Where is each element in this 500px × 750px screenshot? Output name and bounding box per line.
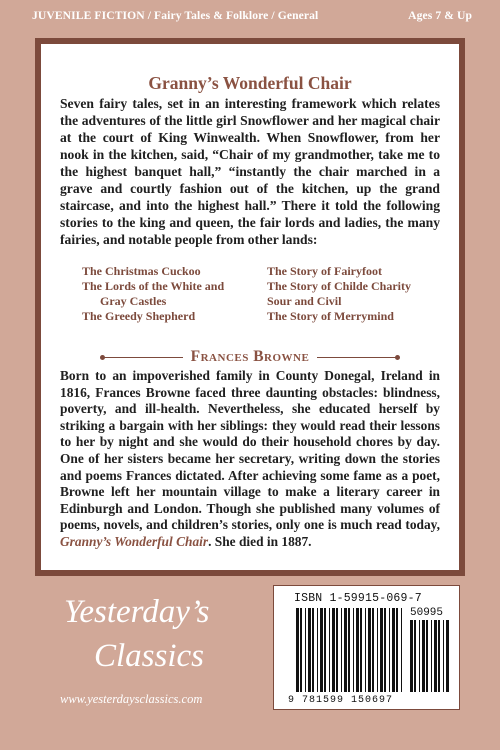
ean-bar	[396, 608, 398, 692]
book-title: Granny’s Wonderful Chair	[148, 73, 352, 93]
price-bar	[410, 620, 413, 692]
ean-bar	[389, 608, 390, 692]
price-code: 50995	[410, 607, 444, 619]
price-bar	[446, 620, 449, 692]
price-bar	[414, 620, 416, 692]
ean-bar	[380, 608, 383, 692]
author-bio-book-title: Granny’s Wonderful Chair	[60, 533, 209, 549]
ean-bar	[308, 608, 311, 692]
tale-item: The Story of Merrymind	[267, 309, 394, 323]
ean-bar	[344, 608, 347, 692]
ean-digits: 9 781599 150697	[288, 695, 394, 706]
ean-bar	[360, 608, 362, 692]
ean-bar	[348, 608, 350, 692]
age-range-label: Ages 7 & Up	[408, 9, 472, 22]
category-label: JUVENILE FICTION / Fairy Tales & Folklore / General	[32, 9, 319, 22]
ean-bar	[317, 608, 318, 692]
ean-bar	[332, 608, 335, 692]
ean-bar	[372, 608, 374, 692]
ean-bar	[384, 608, 386, 692]
ean-bar	[329, 608, 330, 692]
price-bar	[426, 620, 428, 692]
barcode-box	[273, 585, 460, 710]
tale-item: The Greedy Shepherd	[82, 309, 196, 323]
ean-bar	[296, 608, 299, 692]
price-bar	[438, 620, 440, 692]
publisher-url: www.yesterdaysclassics.com	[60, 692, 203, 706]
ean-bar	[377, 608, 378, 692]
ean-bar	[392, 608, 395, 692]
ean-bar	[365, 608, 366, 692]
tale-item: The Lords of the White and	[82, 279, 225, 293]
tale-item: The Story of Fairyfoot	[267, 264, 382, 278]
author-bio-ending: . She died in 1887.	[208, 533, 312, 549]
ean-bar	[401, 608, 402, 692]
description-content	[60, 72, 440, 551]
ean-bar	[324, 608, 326, 692]
tale-item-continuation: Gray Castles	[100, 294, 167, 308]
ean-bar	[356, 608, 359, 692]
ean-bar	[341, 608, 342, 692]
ean-bar	[336, 608, 338, 692]
book-synopsis: Seven fairy tales, set in an interesting framework which relates the adventures of the little girl Snowflower and her magical chair at the court of King Winwealth. When Snowflower, from her nook in the kitchen, said, “Chair of my grandmother, take me to the highest banquet hall,” “instantly the chair marched in a grave and courtly fashion out of the kitchen, up the grand staircase, and into the highest hall.” There it told the following stories to the king and queen, the fair lords and ladies, the many fairies, and notable people from other lands:	[60, 96, 440, 247]
tales-column-left	[82, 264, 264, 324]
price-bar	[443, 620, 444, 692]
author-name: Frances Browne	[190, 348, 310, 365]
publisher-logo-line1: Yesterday’s	[64, 594, 210, 630]
publisher-logo-line2: Classics	[94, 638, 205, 674]
price-bar	[431, 620, 432, 692]
ean-bar	[320, 608, 323, 692]
ean-bar	[368, 608, 371, 692]
price-bar	[434, 620, 437, 692]
ean-bar	[305, 608, 306, 692]
tale-item: Sour and Civil	[267, 294, 342, 308]
category-header	[32, 9, 472, 22]
tale-item: The Story of Childe Charity	[267, 279, 411, 293]
barcode-graphic	[274, 586, 461, 711]
author-divider	[60, 348, 440, 366]
tales-column-right	[267, 264, 437, 324]
divider-rule-right	[317, 357, 397, 358]
price-bar	[422, 620, 425, 692]
ean-bar	[353, 608, 354, 692]
tale-item: The Christmas Cuckoo	[82, 264, 201, 278]
isbn-label: ISBN 1-59915-069-7	[294, 592, 422, 605]
author-bio	[60, 368, 440, 551]
tales-list	[82, 264, 440, 324]
author-bio-text: Born to an impoverished family in County Donegal, Ireland in 1816, Frances Browne faced three daunting obstacles: blindness, poverty, and ill-health. Nevertheless, she educated herself by striking a bargain with her siblings: they would read their lessons to her by night and she would do their household chores by day. One of her sisters became her secretary, writing down the stories and poems Frances dictated. After achieving some fame as a poet, Browne left her mountain village to make a literary career in Edinburgh and London. Though she published many volumes of poems, novels, and children’s stories, only one is much read today,	[60, 368, 440, 533]
divider-rule-left	[103, 357, 183, 358]
ean-bar	[300, 608, 302, 692]
price-bar	[419, 620, 420, 692]
ean-bar	[312, 608, 314, 692]
